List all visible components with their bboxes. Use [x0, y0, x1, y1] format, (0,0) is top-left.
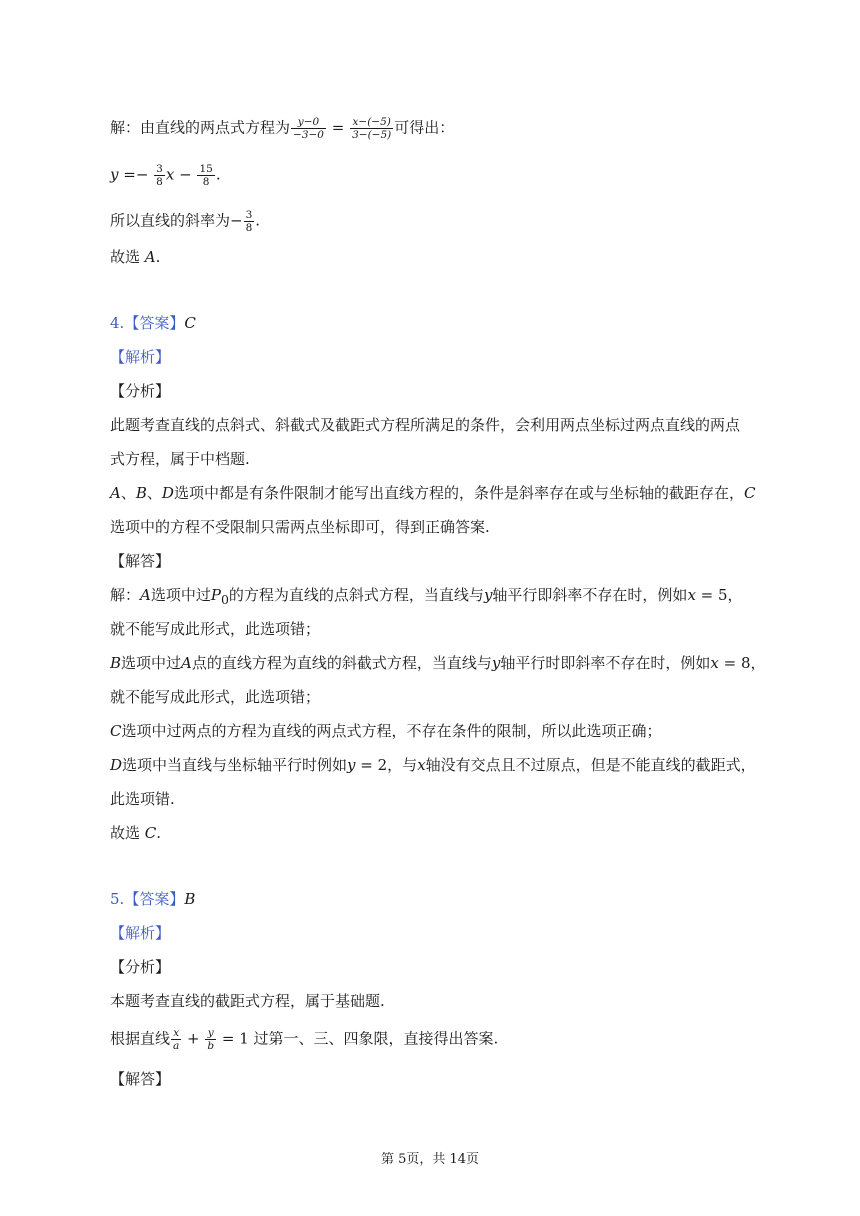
q5-analysis-line-1: 本题考查直线的截距式方程，属于基础题. [110, 992, 385, 1010]
text: 故选 [110, 248, 145, 266]
minus: − [174, 165, 197, 184]
option-letter: D [110, 756, 123, 774]
numerator: x−(−5) [350, 116, 393, 129]
var: y [347, 756, 356, 774]
q5-jiexi-heading: 【解析】 [110, 924, 171, 942]
numerator: y−0 [291, 116, 326, 129]
var: x [165, 165, 175, 184]
q4-analysis-line-2: 式方程，属于中档题. [110, 450, 250, 468]
text: 选项中过 [121, 654, 182, 672]
text: 解：由直线的两点式方程为 [110, 118, 291, 137]
numerator: y [205, 1027, 216, 1040]
answer-tag: 【答案】 [124, 890, 185, 908]
solution-line-2 [110, 163, 221, 188]
var: P [210, 586, 221, 604]
q4-answer-line-4: 就不能写成此形式，此选项错； [110, 688, 321, 706]
var: y [110, 165, 119, 184]
text: 根据直线 [110, 1029, 171, 1048]
var: x [710, 654, 719, 672]
text: = 8， [718, 654, 766, 672]
text: = 1 过第一、三、四象限，直接得出答案. [217, 1029, 499, 1048]
fraction [154, 163, 165, 188]
q4-answer-line-2: 就不能写成此形式，此选项错； [110, 620, 321, 638]
text: 、 [120, 484, 136, 502]
numerator: 3 [245, 209, 253, 221]
numerator: 15 [199, 163, 213, 175]
plus: + [182, 1029, 205, 1048]
answer-letter: A [144, 248, 156, 266]
option-letter: B [135, 484, 147, 502]
solution-line-3 [110, 209, 260, 234]
q4-answer-line-8 [110, 822, 161, 844]
q4-analysis-line-4: 选项中的方程不受限制只需两点坐标即可，得到正确答案. [110, 518, 490, 536]
answer-letter: C [184, 314, 196, 332]
denominator: b [207, 1040, 215, 1052]
text: 、 [146, 484, 162, 502]
text: 轴平行即斜率不存在时，例如 [492, 586, 688, 604]
page-footer: 第 5页，共 14页 [380, 1152, 480, 1167]
q4-jiexi-heading: 【解析】 [110, 348, 171, 366]
period: . [255, 211, 261, 230]
var: x [687, 586, 696, 604]
period: . [215, 165, 221, 184]
text: 可得出： [394, 118, 455, 137]
q4-fenxi-heading: 【分析】 [110, 382, 171, 400]
text: 选项中当直线与坐标轴平行时例如 [122, 756, 348, 774]
option-letter: C [110, 722, 122, 740]
denominator: 3−(−5) [352, 129, 392, 141]
fraction [197, 163, 214, 188]
text: 轴没有交点且不过原点，但是不能直线的截距式， [425, 756, 756, 774]
question-number: 4. [110, 314, 125, 332]
denominator: 8 [202, 176, 210, 188]
q4-answer-heading [110, 312, 196, 334]
text: 轴平行时即斜率不存在时，例如 [500, 654, 711, 672]
option-letter: A [140, 586, 151, 604]
text: 选项中过 [150, 586, 211, 604]
q4-answer-line-6 [110, 754, 756, 776]
text: 所以直线的斜率为− [110, 211, 243, 230]
denominator: a [173, 1040, 180, 1052]
text: = 2，与 [355, 756, 418, 774]
q4-analysis-line-1: 此题考查直线的点斜式、斜截式及截距式方程所满足的条件，会利用两点坐标过两点直线的两点 [110, 416, 741, 434]
answer-letter: C [144, 824, 157, 842]
text: 点的直线方程为直线的斜截式方程，当直线与 [191, 654, 492, 672]
solution-line-1 [110, 116, 454, 141]
q5-jieda-heading: 【解答】 [110, 1070, 171, 1088]
answer-letter: B [184, 890, 196, 908]
text: = 5， [695, 586, 743, 604]
period: . [155, 248, 161, 266]
option-letter: A [110, 484, 121, 502]
fraction [205, 1027, 216, 1052]
numerator: 3 [156, 163, 163, 175]
text: 选项中过两点的方程为直线的两点式方程，不存在条件的限制，所以此选项正确； [121, 722, 662, 740]
text: 解： [110, 586, 141, 604]
q4-analysis-line-3 [110, 482, 755, 504]
equals: =− [118, 165, 154, 184]
denominator: 8 [245, 222, 253, 234]
denominator: 8 [156, 176, 163, 188]
period: . [156, 824, 162, 842]
text: 的方程为直线的点斜式方程，当直线与 [228, 586, 484, 604]
text: 选项中都是有条件限制才能写出直线方程的，条件是斜率存在或与坐标轴的截距存在， [173, 484, 744, 502]
option-letter: B [110, 654, 122, 672]
fraction [291, 116, 326, 141]
fraction [244, 209, 255, 234]
option-letter: C [743, 484, 756, 502]
var: A [181, 654, 192, 672]
solution-line-4 [110, 246, 160, 268]
q4-answer-line-3 [110, 652, 766, 674]
subscript: 0 [220, 592, 229, 607]
answer-tag: 【答案】 [124, 314, 185, 332]
text: 故选 [110, 824, 145, 842]
q4-jieda-heading: 【解答】 [110, 552, 171, 570]
var: x [417, 756, 426, 774]
fraction [350, 116, 393, 141]
numerator: x [171, 1027, 181, 1040]
var: y [483, 586, 493, 604]
option-letter: D [161, 484, 174, 502]
var: y [491, 654, 501, 672]
q4-answer-line-1 [110, 584, 743, 611]
q4-answer-line-7: 此选项错. [110, 790, 175, 808]
question-number: 5. [110, 890, 125, 908]
denominator: −3−0 [293, 129, 324, 141]
equals: = [326, 118, 350, 137]
q4-answer-line-5 [110, 720, 662, 742]
fraction [171, 1027, 181, 1052]
q5-answer-heading [110, 888, 195, 910]
q5-analysis-line-2 [110, 1027, 498, 1052]
q5-fenxi-heading: 【分析】 [110, 958, 171, 976]
